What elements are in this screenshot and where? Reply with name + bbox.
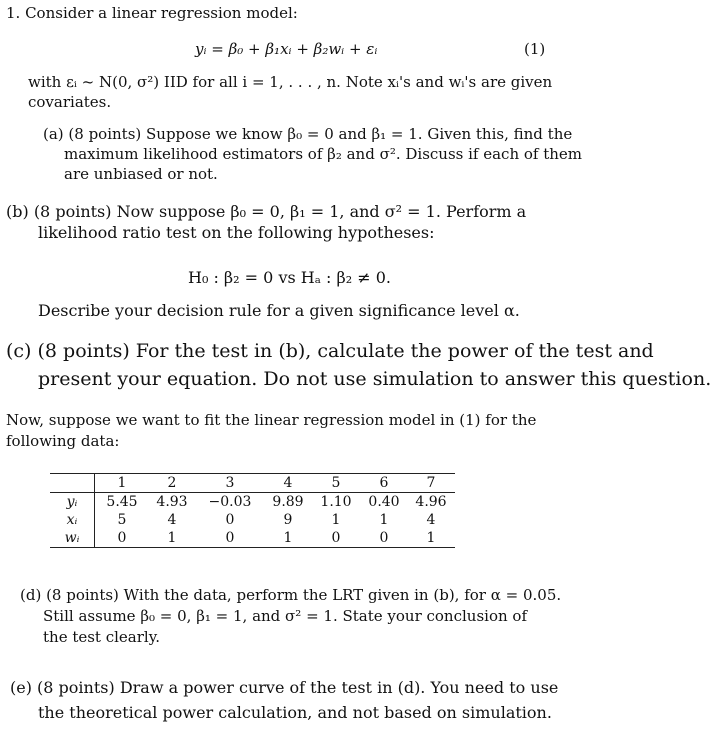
question-intro: 1. Consider a linear regression model: <box>6 4 298 22</box>
table-header-cell: 2 <box>149 474 195 493</box>
table-header-cell: 3 <box>195 474 265 493</box>
table-cell: 5.45 <box>106 494 138 510</box>
part-b-line1: (b) (8 points) Now suppose β₀ = 0, β₁ = 1, and σ² = 1. Perform a <box>6 202 527 221</box>
table-cell: 9 <box>283 512 293 528</box>
model-equation: yᵢ = β₀ + β₁xᵢ + β₂wᵢ + εᵢ <box>195 40 378 58</box>
table-cell: 9.89 <box>272 494 304 510</box>
table-cell: 4.93 <box>156 494 188 510</box>
table-cell: 1 <box>265 529 311 548</box>
table-header-cell: 5 <box>311 474 361 493</box>
model-assumption-line2: covariates. <box>28 93 112 111</box>
row-label: wᵢ <box>50 529 95 548</box>
part-a-line3: are unbiased or not. <box>64 165 218 183</box>
table-cell: 4 <box>426 512 436 528</box>
table-cell: 1 <box>379 512 389 528</box>
table-cell: 1 <box>331 512 341 528</box>
table-cell: 1.10 <box>320 494 352 510</box>
table-cell: 0 <box>195 529 265 548</box>
data-intro-line1: Now, suppose we want to fit the linear regression model in (1) for the <box>6 411 537 429</box>
table-row <box>50 529 455 548</box>
table-header-cell: 7 <box>407 474 455 493</box>
table-header-cell: 1 <box>95 474 150 493</box>
part-c-line2: present your equation. Do not use simulation to answer this question. <box>38 368 711 390</box>
model-assumption-line1: with εᵢ ~ N(0, σ²) IID for all i = 1, . . . , n. Note xᵢ's and wᵢ's are given <box>28 73 553 91</box>
table-cell: 0 <box>95 529 150 548</box>
part-c-line1: (c) (8 points) For the test in (b), calculate the power of the test and <box>6 340 654 362</box>
table-header-cell: 4 <box>265 474 311 493</box>
table-cell: 4 <box>167 512 177 528</box>
equation-number: (1) <box>524 40 546 58</box>
table-header-row <box>50 474 455 493</box>
table-cell: 1 <box>149 529 195 548</box>
table-cell: 5 <box>117 512 127 528</box>
part-d-line2: Still assume β₀ = 0, β₁ = 1, and σ² = 1. State your conclusion of <box>43 607 527 625</box>
part-d-line1: (d) (8 points) With the data, perform the LRT given in (b), for α = 0.05. <box>20 586 562 604</box>
table-cell: 0 <box>361 529 407 548</box>
part-e-line1: (e) (8 points) Draw a power curve of the test in (d). You need to use <box>10 678 559 697</box>
part-d-line3: the test clearly. <box>43 628 160 646</box>
part-a-line2: maximum likelihood estimators of β₂ and σ². Discuss if each of them <box>64 145 583 163</box>
table-row <box>50 493 455 512</box>
part-e-line2: the theoretical power calculation, and not based on simulation. <box>38 703 552 722</box>
table-cell: 0 <box>311 529 361 548</box>
table-cell: 0 <box>225 512 235 528</box>
part-b-line2: likelihood ratio test on the following hypotheses: <box>38 223 435 242</box>
table-cell: 0.40 <box>368 494 400 510</box>
table-cell: −0.03 <box>208 494 252 510</box>
part-b-decision-rule: Describe your decision rule for a given significance level α. <box>38 301 520 320</box>
table-cell: 1 <box>407 529 455 548</box>
data-intro-line2: following data: <box>6 432 120 450</box>
part-a-line1: (a) (8 points) Suppose we know β₀ = 0 and β₁ = 1. Given this, find the <box>43 125 573 143</box>
table-row <box>50 511 455 529</box>
table-header-cell: 6 <box>361 474 407 493</box>
hypotheses: H₀ : β₂ = 0 vs Hₐ : β₂ ≠ 0. <box>188 268 391 287</box>
row-label: xᵢ <box>50 511 95 529</box>
data-table <box>50 473 455 548</box>
table-cell: 4.96 <box>415 494 447 510</box>
row-label: yᵢ <box>50 493 95 512</box>
